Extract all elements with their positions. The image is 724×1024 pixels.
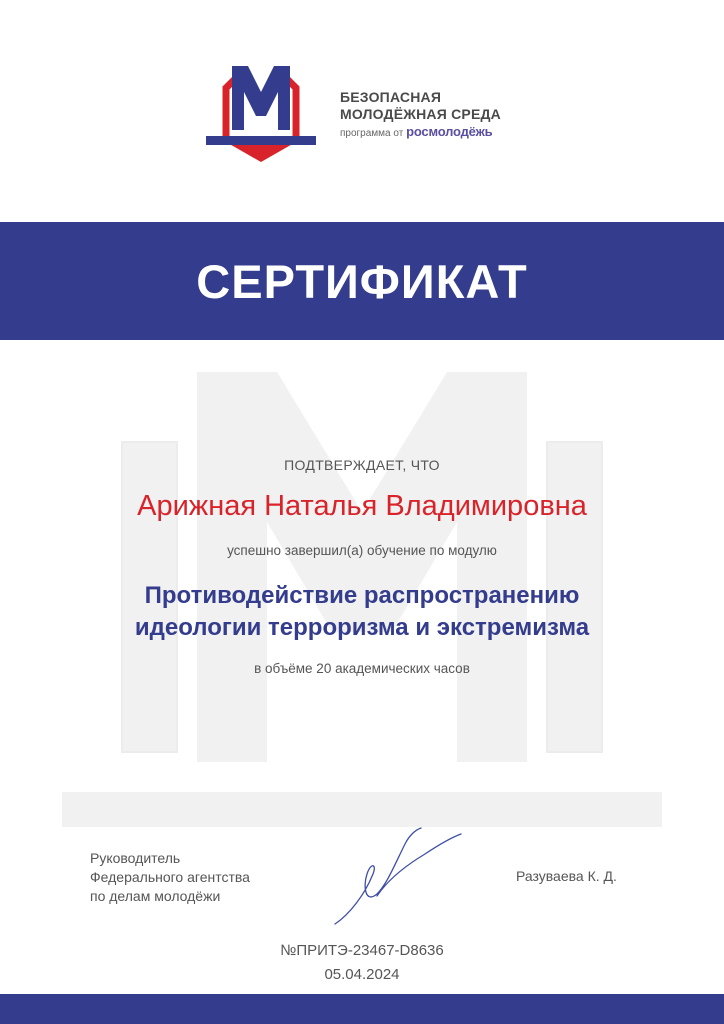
signatory-name: Разуваева К. Д. [516, 868, 617, 884]
certificate-number: №ПРИТЭ-23467-D8636 [280, 942, 444, 959]
position-line1: Руководитель [90, 850, 181, 866]
certificate-title: СЕРТИФИКАТ [196, 254, 528, 308]
logo-program-line [340, 125, 501, 139]
confirms-label: ПОДТВЕРЖДАЕТ, ЧТО [284, 457, 440, 473]
footer-bar [0, 994, 724, 1024]
module-title [0, 580, 724, 644]
logo-title-line1: БЕЗОПАСНАЯ [340, 89, 442, 105]
logo-text [340, 90, 501, 139]
certificate-date: 05.04.2024 [324, 966, 400, 983]
position-line2: Федерального агентства [90, 869, 250, 885]
completion-text: успешно завершил(а) обучение по модулю [227, 543, 497, 558]
title-banner [0, 222, 724, 340]
signature-scribble-icon [325, 824, 465, 930]
logo-title-line2: МОЛОДЁЖНАЯ СРЕДА [340, 106, 501, 122]
signatory-position [90, 849, 250, 906]
program-prefix: программа от [340, 128, 404, 139]
module-title-line1: Противодействие распространению [144, 582, 580, 609]
program-brand: росмолодёжь [406, 124, 493, 139]
position-line3: по делам молодёжи [90, 888, 221, 904]
module-title-line2: идеологии терроризма и экстремизма [134, 614, 590, 641]
recipient-name: Арижная Наталья Владимировна [137, 490, 587, 522]
hours-text: в объёме 20 академических часов [254, 661, 470, 676]
logo-mark-icon [204, 58, 318, 164]
